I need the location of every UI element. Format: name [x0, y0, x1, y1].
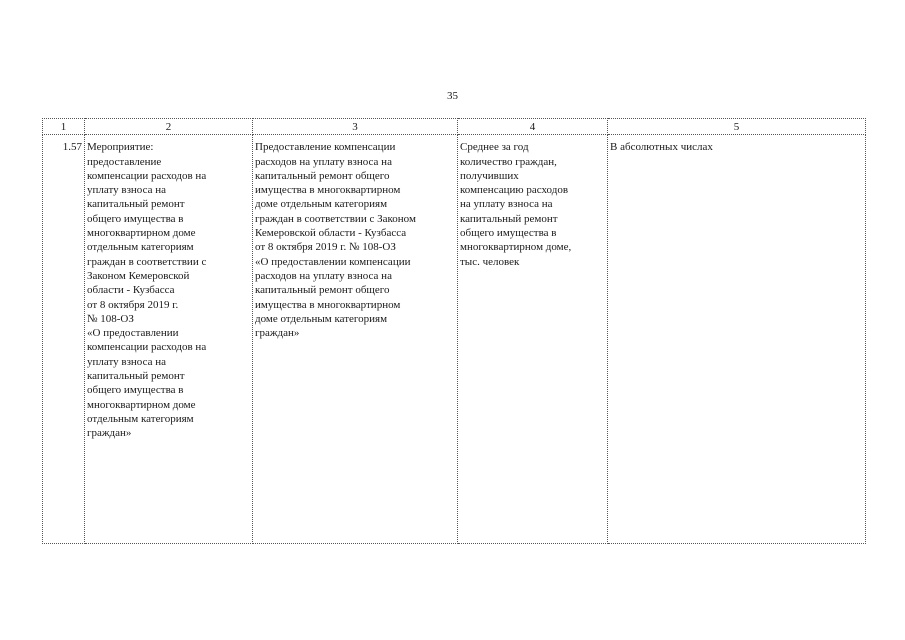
row-number: 1.57 — [62, 141, 82, 154]
measure-cell — [85, 135, 253, 544]
description-cell — [253, 135, 458, 544]
row-number-cell — [43, 135, 85, 544]
header-row — [43, 119, 866, 135]
table-header — [43, 119, 866, 135]
indicator-text: Среднее за год количество граждан, получивших компенсацию расходов на уплату взноса на капитальный ремонт общего имущества в многоквартирном доме, тыс. человек — [460, 141, 572, 268]
measure-text: Мероприятие: предоставление компенсации расходов на уплату взноса на капитальный ремонт общего имущества в многоквартирном доме отдельным категориям граждан в соответствии с Законом Кемеровской области - Кузбасса от 8 октября 2019 г. № 108-ОЗ «О предоставлении компенсации расходов на уплату взноса на капитальный ремонт общего имущества в многоквартирном доме отдельным категориям граждан» — [87, 141, 207, 440]
column-header-2: 2 — [85, 119, 253, 135]
table-body — [43, 135, 866, 544]
column-header-5: 5 — [608, 119, 866, 135]
column-header-1: 1 — [43, 119, 85, 135]
column-header-4: 4 — [458, 119, 608, 135]
description-text: Предоставление компенсации расходов на уплату взноса на капитальный ремонт общего имущества в многоквартирном доме отдельным категориям граждан в соответствии с Законом Кемеровской области - Кузбасса от 8 октября 2019 г. № 108-ОЗ «О предоставлении компенсации расходов на уплату взноса на капитальный ремонт общего имущества в многоквартирном доме отдельным категориям граждан» — [255, 141, 416, 340]
table-row — [43, 135, 866, 544]
program-measures-table — [42, 118, 866, 544]
unit-cell — [608, 135, 866, 544]
column-header-3: 3 — [253, 119, 458, 135]
unit-text: В абсолютных числах — [610, 141, 713, 154]
page-number: 35 — [447, 90, 458, 102]
indicator-cell — [458, 135, 608, 544]
